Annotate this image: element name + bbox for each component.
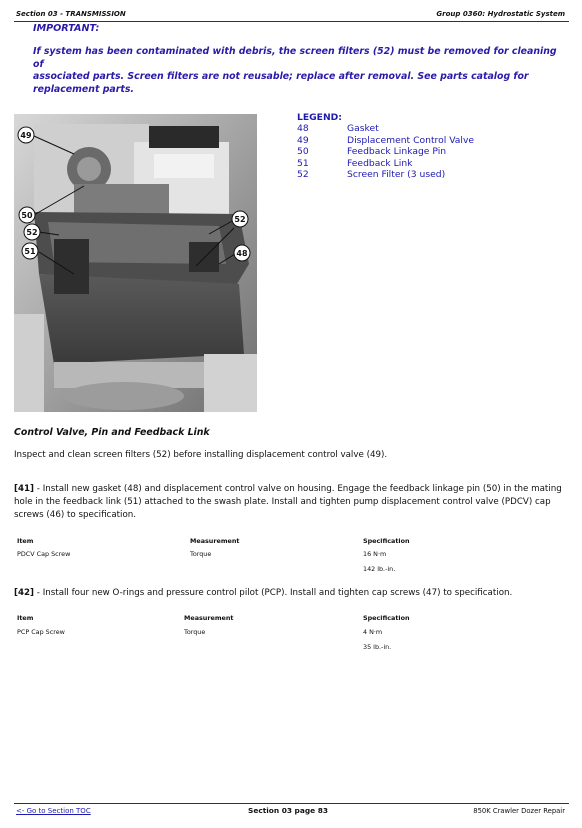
table-cell: PCP Cap Screw <box>17 628 65 636</box>
toc-link[interactable]: <- Go to Section TOC <box>16 807 91 815</box>
legend-number: 50 <box>297 146 309 158</box>
table-header-measurement: Measurement <box>184 614 234 622</box>
important-line: If system has been contaminated with debris, the screen filters (52) must be removed for cleaning of <box>33 46 557 70</box>
pump-photo <box>14 114 257 412</box>
legend <box>297 112 474 181</box>
important-text <box>33 46 563 96</box>
page-number: Section 03 page 83 <box>248 806 328 815</box>
table-header-measurement: Measurement <box>190 537 240 545</box>
step-42 <box>14 587 574 600</box>
important-line: replacement parts. <box>33 83 134 95</box>
legend-label: Feedback Link <box>347 157 413 169</box>
table-cell: Torque <box>190 550 212 558</box>
document-title: 850K Crawler Dozer Repair <box>473 807 565 815</box>
legend-row <box>297 169 474 181</box>
legend-row <box>297 158 474 170</box>
callout-51: 51 <box>24 247 36 256</box>
legend-row <box>297 135 474 147</box>
step-text: - Install four new O-rings and pressure control pilot (PCP). Install and tighten cap screws (47) to specification. <box>34 588 513 598</box>
callout-52-right: 52 <box>234 215 246 224</box>
group-header: Group 0360: Hydrostatic System <box>436 10 565 18</box>
step-number: [41] <box>14 484 35 494</box>
legend-number: 48 <box>297 123 309 134</box>
legend-number: 49 <box>297 134 309 146</box>
callout-50: 50 <box>21 211 33 220</box>
table-header-specification: Specification <box>363 537 410 545</box>
legend-label: Screen Filter (3 used) <box>347 169 446 181</box>
legend-label: Gasket <box>347 123 379 134</box>
table-header-specification: Specification <box>363 614 410 622</box>
callout-49: 49 <box>20 131 32 140</box>
important-line: associated parts. Screen filters are not reusable; replace after removal. See parts catalog for <box>33 71 529 82</box>
table-cell: Torque <box>184 628 206 636</box>
table-cell: 35 lb.-in. <box>363 643 392 651</box>
legend-title: LEGEND: <box>297 112 342 123</box>
callout-52-left: 52 <box>26 228 38 237</box>
legend-number: 52 <box>297 169 309 181</box>
section-title: Control Valve, Pin and Feedback Link <box>14 427 210 438</box>
table-cell: 16 N·m <box>363 550 387 558</box>
legend-row <box>297 146 474 158</box>
header-rule <box>14 21 569 22</box>
legend-row <box>297 123 474 135</box>
legend-number: 51 <box>297 157 309 169</box>
step-text: hole in the feedback link (51) attached to the swash plate. Install and tighten pump displacement control valve (PDCV) cap <box>14 497 551 507</box>
step-text: screws (46) to specification. <box>14 510 137 520</box>
legend-label: Feedback Linkage Pin <box>347 146 447 158</box>
footer-rule <box>14 803 569 804</box>
important-title: IMPORTANT: <box>33 23 100 34</box>
table-header-item: Item <box>17 537 34 545</box>
table-cell: 4 N·m <box>363 628 383 636</box>
step-41 <box>14 483 574 522</box>
table-cell: PDCV Cap Screw <box>17 550 71 558</box>
table-cell: 142 lb.-in. <box>363 565 396 573</box>
legend-label: Displacement Control Valve <box>347 134 475 146</box>
step-number: [42] <box>14 588 35 598</box>
table-header-item: Item <box>17 614 34 622</box>
step-text: - Install new gasket (48) and displacement control valve on housing. Engage the feedback linkage pin (50) in the mating <box>34 484 562 494</box>
callout-48: 48 <box>236 249 248 258</box>
section-header: Section 03 - TRANSMISSION <box>16 10 126 18</box>
pump-photo-drawing <box>14 114 257 412</box>
intro-text: Inspect and clean screen filters (52) before installing displacement control valve (49). <box>14 450 388 460</box>
